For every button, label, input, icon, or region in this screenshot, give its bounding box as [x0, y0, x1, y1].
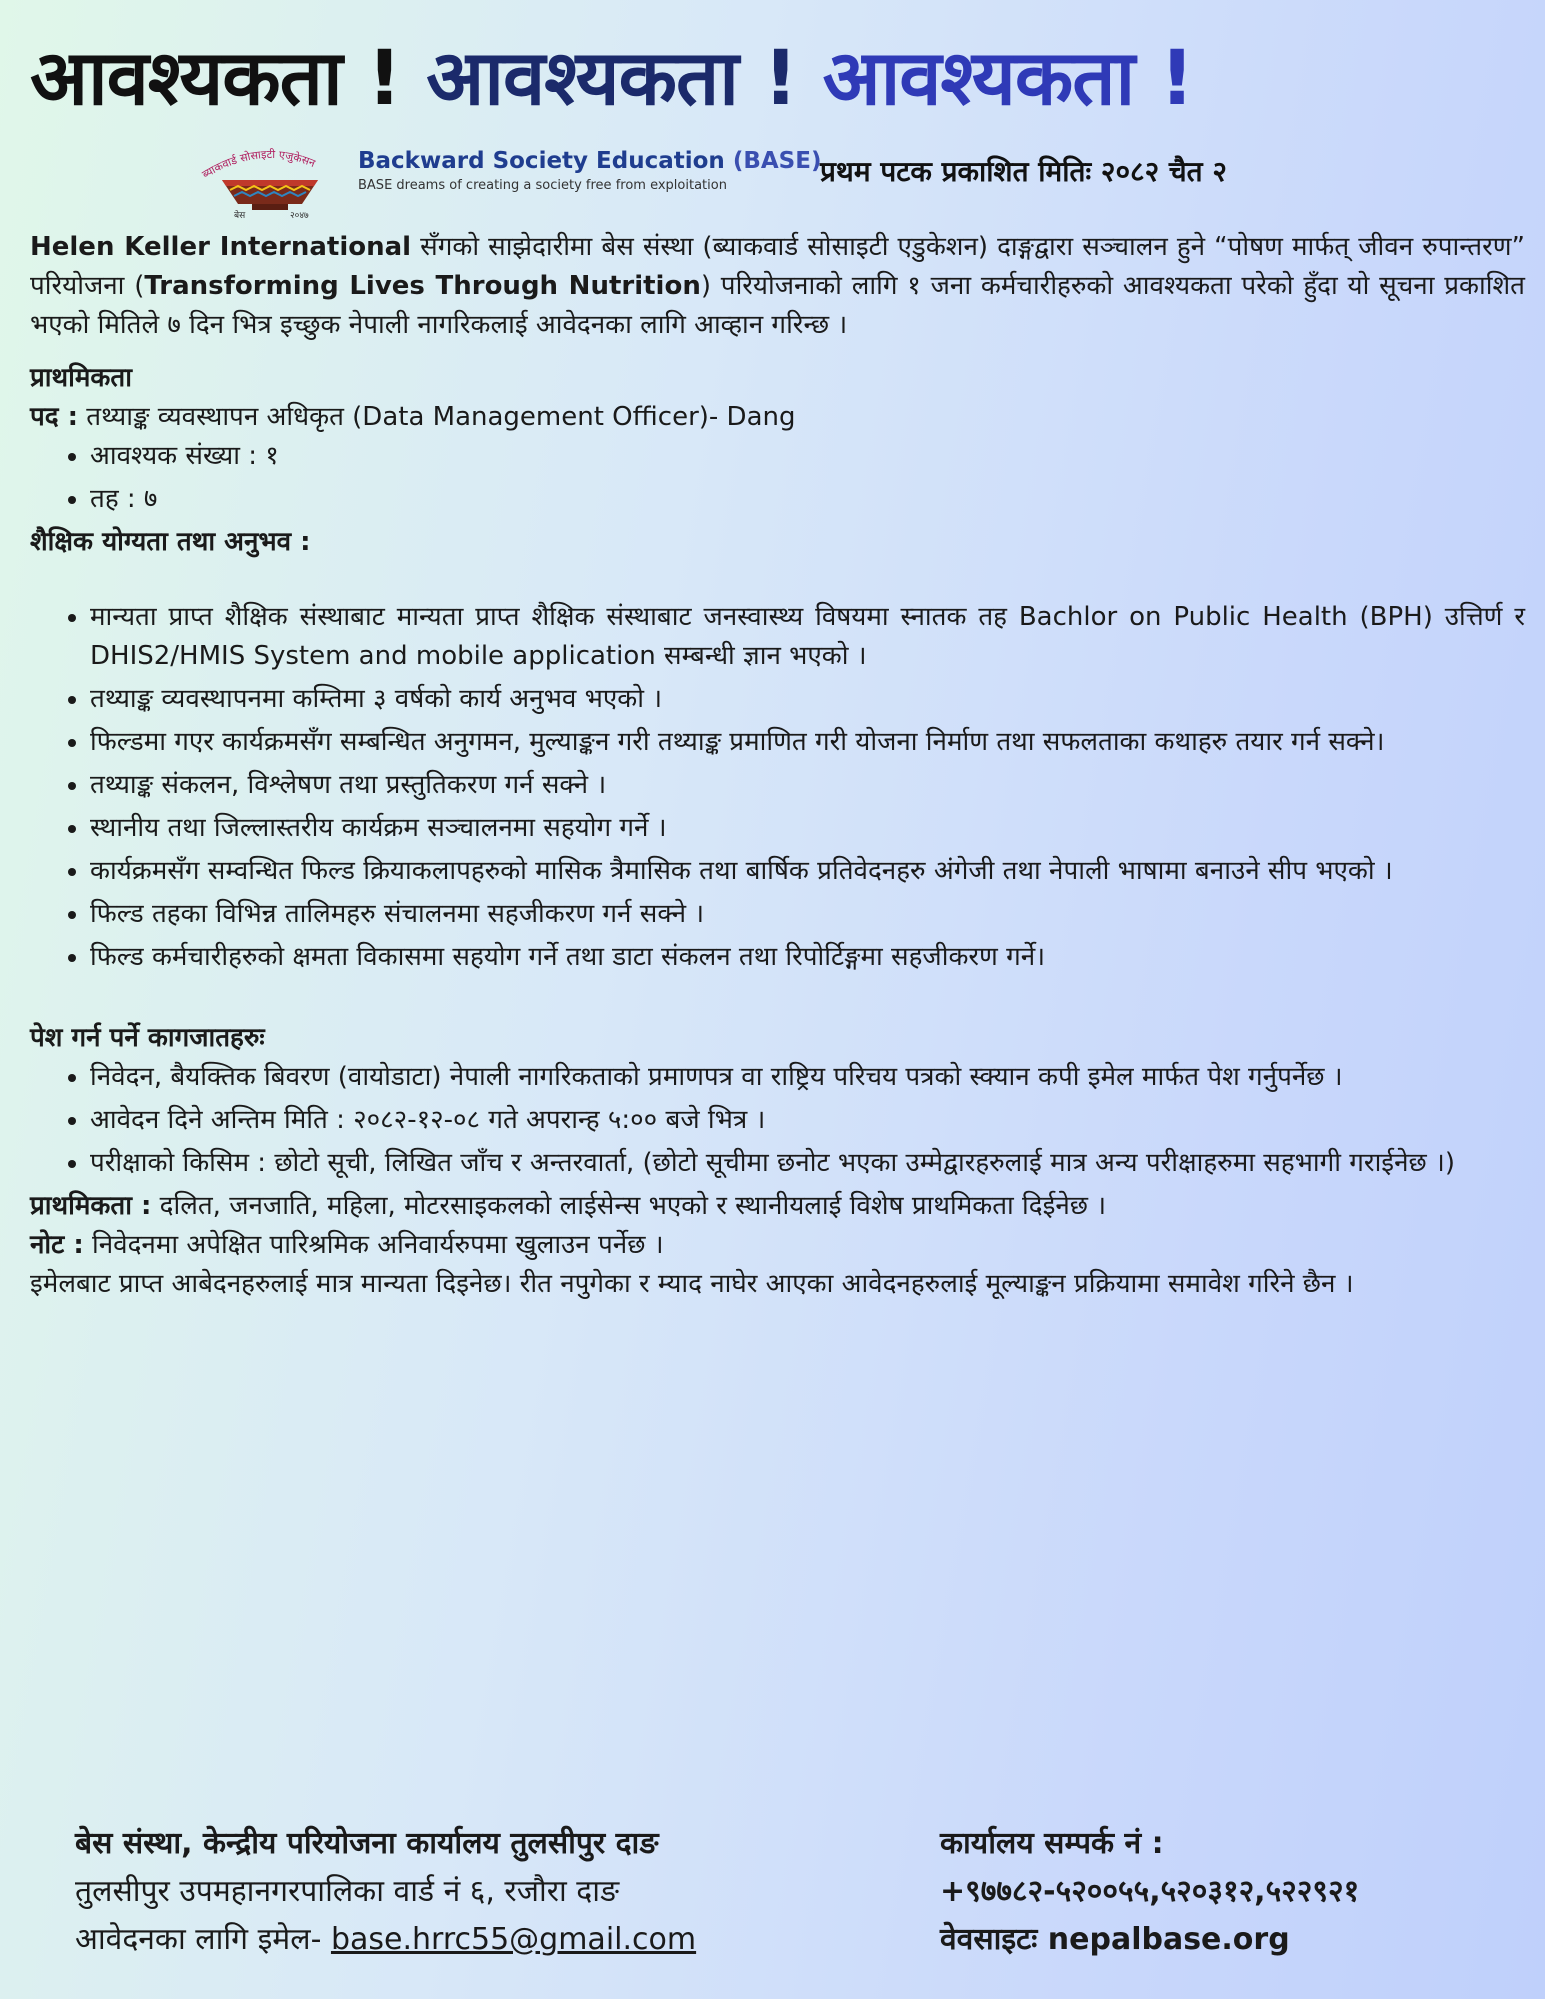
logo-arc-text: ब्याकवार्ड सोसाइटी एजुकेसन	[199, 147, 318, 182]
footer-website-label: वेवसाइटः	[940, 1922, 1048, 1957]
footer-contact-label: कार्यालय सम्पर्क नं :	[940, 1826, 1164, 1861]
qualification-list	[30, 598, 1525, 977]
logo-org-name: Backward Society Education	[358, 148, 725, 174]
logo-year-small: २०४७	[290, 211, 309, 220]
footer-email-label: आवेदनका लागि इमेल-	[75, 1922, 331, 1957]
note-text: निवेदनमा अपेक्षित पारिश्रमिक अनिवार्यरुपमा खुलाउन पर्नेछ ।	[83, 1230, 664, 1260]
logo-base-small: बेस	[234, 211, 246, 220]
list-item: • तह : ७	[90, 480, 1525, 519]
list-item: • तथ्याङ्क व्यवस्थापनमा कम्तिमा ३ वर्षको कार्य अनुभव भएको ।	[90, 680, 1525, 719]
footer-website-link[interactable]: nepalbase.org	[1047, 1922, 1290, 1957]
footer-contact-block	[940, 1820, 1500, 1964]
logo-org-abbr: (BASE)	[732, 148, 822, 174]
priority-heading: प्राथमिकता	[30, 363, 132, 393]
list-item: • तथ्याङ्क संकलन, विश्लेषण तथा प्रस्तुतिकरण गर्न सक्ने ।	[90, 766, 1525, 805]
list-item: • मान्यता प्राप्त शैक्षिक संस्थाबाट मान्यता प्राप्त शैक्षिक संस्थाबाट जनस्वास्थ्य विषयमा स्नातक तह Bachlor on Public Health (BPH) उत्तिर्ण र DHIS2/HMIS System and mobile application सम्बन्धी ज्ञान भएको ।	[90, 598, 1525, 676]
post-value: तथ्याङ्क व्यवस्थापन अधिकृत (Data Management Officer)- Dang	[78, 402, 796, 432]
priority-note	[30, 1187, 1525, 1226]
list-item: • स्थानीय तथा जिल्लास्तरीय कार्यक्रम सञ्चालनमा सहयोग गर्ने ।	[90, 809, 1525, 848]
list-item: • निवेदन, बैयक्तिक बिवरण (वायोडाटा) नेपाली नागरिकताको प्रमाणपत्र वा राष्ट्रिय परिचय पत्रको स्क्यान कपी इमेल मार्फत पेश गर्नुपर्नेछ ।	[90, 1058, 1525, 1097]
logo-text	[358, 148, 821, 193]
notice-body	[30, 228, 1525, 1304]
footer-email-link[interactable]: base.hrrc55@gmail.com	[330, 1922, 697, 1957]
headline-word-3: आवश्यकता !	[822, 33, 1194, 122]
closing-text: इमेलबाट प्राप्त आबेदनहरुलाई मात्र मान्यता दिइनेछ। रीत नपुगेका र म्याद नाघेर आएका आवेदनहरुलाई मूल्याङ्कन प्रक्रियामा समावेश गरिने छैन ।	[30, 1269, 1354, 1299]
intro-text-2: ) परियोजनाको लागि १ जना कर्मचारीहरुको आवश्यकता परेको हुँदा यो सूचना प्रकाशित भएको मितिले ७ दिन भित्र इच्छुक नेपाली नागरिकलाई आवेदनका लागि आव्हान गरिन्छ ।	[30, 271, 1525, 340]
post-details-list	[30, 437, 1525, 519]
footer-office: बेस संस्था, केन्द्रीय परियोजना कार्यालय तुलसीपुर दाङ	[75, 1826, 659, 1861]
note-line	[30, 1226, 1525, 1265]
list-item: • फिल्ड तहका विभिन्न तालिमहरु संचालनमा सहजीकरण गर्न सक्ने ।	[90, 895, 1525, 934]
footer-office-block	[75, 1820, 935, 1964]
documents-list	[30, 1058, 1525, 1183]
list-item: • फिल्ड कर्मचारीहरुको क्षमता विकासमा सहयोग गर्ने तथा डाटा संकलन तथा रिपोर्टिङ्गमा सहजीकरण गर्ने।	[90, 938, 1525, 977]
base-logo-icon	[190, 140, 350, 220]
publish-date: प्रथम पटक प्रकाशित मितिः २०८२ चैत २	[820, 155, 1227, 188]
svg-text:ब्याकवार्ड सोसाइटी एजुकेसन	[200, 148, 318, 181]
footer-phone: +९७७८२-५२००५५,५२०३१२,५२२९२१	[940, 1874, 1360, 1909]
priority-note-text: दलित, जनजाति, महिला, मोटरसाइकलको लाईसेन्स भएको र स्थानीयलाई विशेष प्राथमिकता दिईनेछ ।	[151, 1191, 1107, 1221]
logo-tagline: BASE dreams of creating a society free from exploitation	[358, 178, 727, 193]
headline-word-1: आवश्यकता !	[30, 33, 401, 122]
qualification-heading: शैक्षिक योग्यता तथा अनुभव :	[30, 527, 311, 557]
intro-paragraph	[30, 228, 1525, 345]
post-label: पद :	[30, 402, 79, 432]
post-line	[30, 398, 1525, 437]
footer-email-line	[75, 1916, 935, 1964]
list-item: • परीक्षाको किसिम : छोटो सूची, लिखित जाँच र अन्तरवार्ता, (छोटो सूचीमा छनोट भएका उम्मेद्वारहरुलाई मात्र अन्य परीक्षाहरुमा सहभागी गराईनेछ ।)	[90, 1144, 1525, 1183]
intro-org: Helen Keller International	[30, 232, 412, 262]
footer-address: तुलसीपुर उपमहानगरपालिका वार्ड नं ६, रजौरा दाङ	[75, 1874, 620, 1909]
headline	[30, 28, 1520, 128]
list-item: • कार्यक्रमसँग सम्वन्धित फिल्ड क्रियाकलापहरुको मासिक त्रैमासिक तथा बार्षिक प्रतिवेदनहरु अंगेजी तथा नेपाली भाषामा बनाउने सीप भएको ।	[90, 852, 1525, 891]
footer-website-line	[940, 1916, 1500, 1964]
logo-row	[190, 140, 1490, 220]
documents-heading: पेश गर्न पर्ने कागजातहरुः	[30, 1023, 265, 1053]
list-item: • आवश्यक संख्या : १	[90, 437, 1525, 476]
list-item: • फिल्डमा गएर कार्यक्रमसँग सम्बन्धित अनुगमन, मुल्याङ्कन गरी तथ्याङ्क प्रमाणित गरी योजना निर्माण तथा सफलताका कथाहरु तयार गर्न सक्ने।	[90, 723, 1525, 762]
intro-text-1: सँगको साझेदारीमा बेस संस्था (ब्याकवार्ड सोसाइटी एडुकेशन) दाङ्गद्वारा सञ्चालन हुने “पोषण मार्फत् जीवन रुपान्तरण” परियोजना (	[30, 232, 1525, 301]
headline-word-2: आवश्यकता !	[426, 33, 798, 122]
note-label: नोट :	[30, 1230, 84, 1260]
list-item: • आवेदन दिने अन्तिम मिति : २०८२-१२-०८ गते अपरान्ह ५:०० बजे भित्र ।	[90, 1101, 1525, 1140]
priority-note-label: प्राथमिकता :	[30, 1191, 152, 1221]
intro-project-en: Transforming Lives Through Nutrition	[144, 271, 701, 301]
logo-title	[358, 148, 821, 174]
